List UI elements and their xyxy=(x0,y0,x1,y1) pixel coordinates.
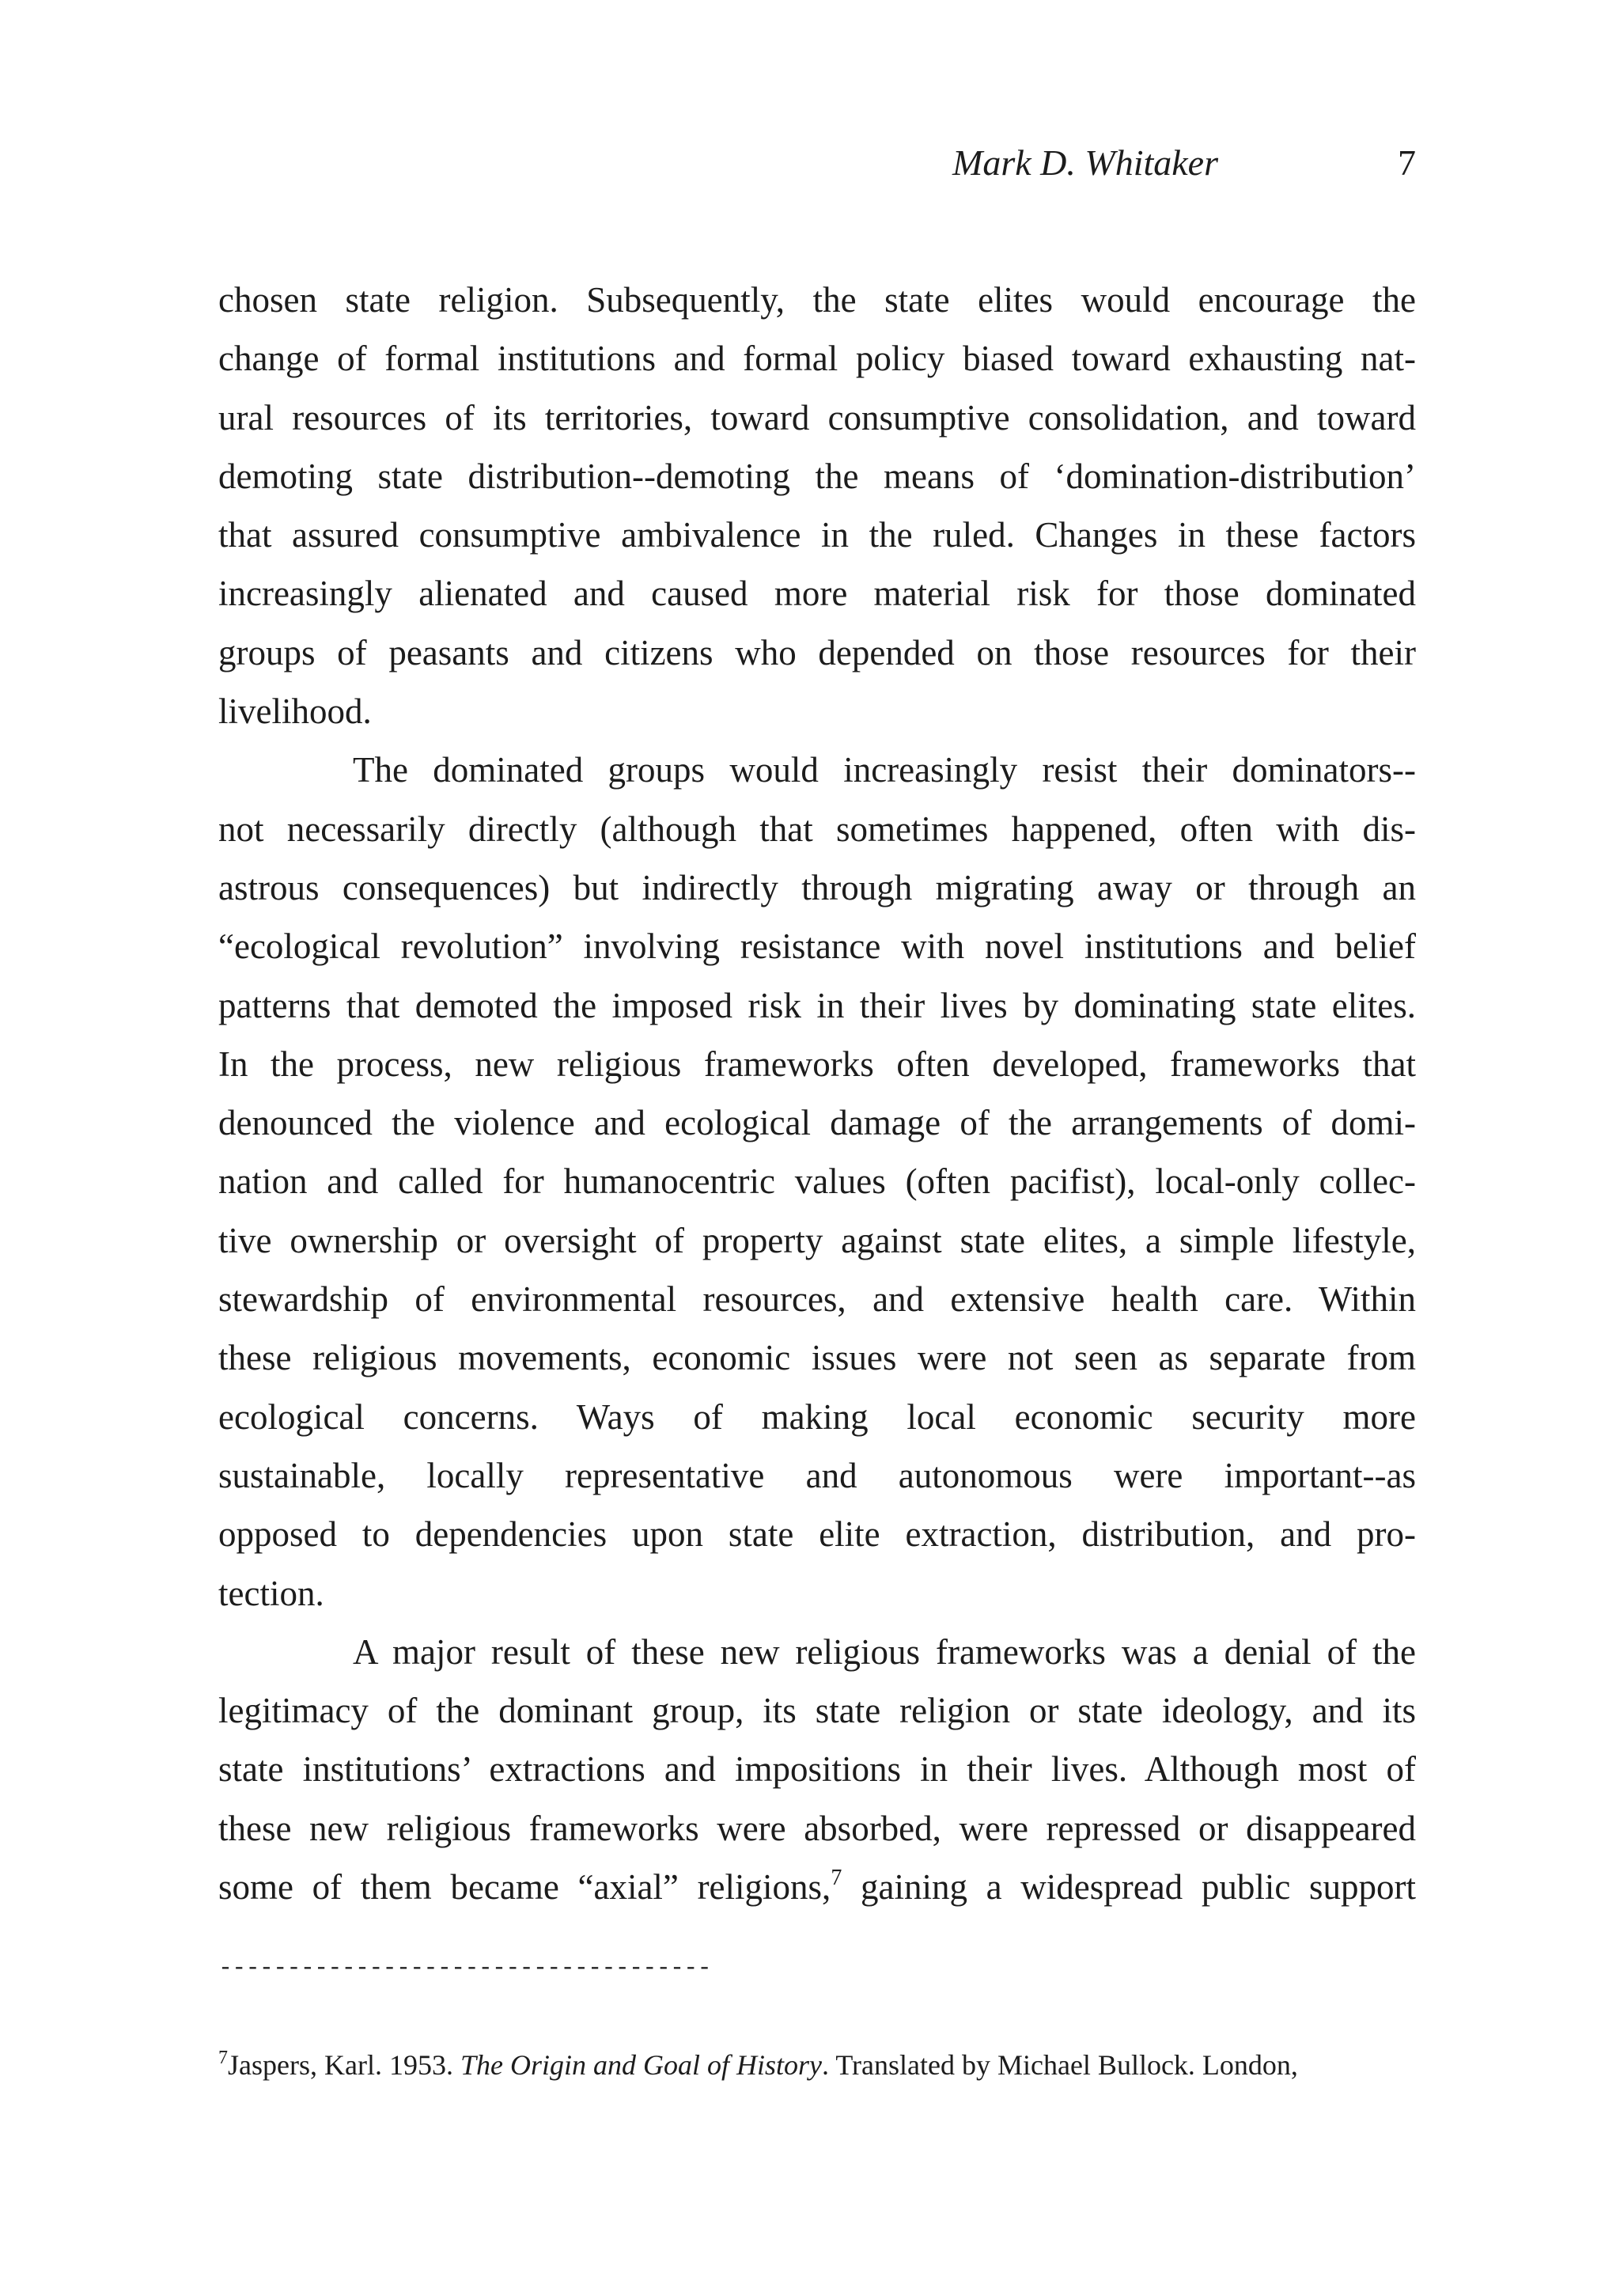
text-line: these new religious frameworks were absorbed, were repressed or disappeared xyxy=(218,1808,1416,1848)
text-line: legitimacy of the dominant group, its state religion or state ideology, and its xyxy=(218,1691,1416,1731)
text-line: change of formal institutions and formal policy biased toward exhausting nat- xyxy=(218,339,1416,379)
text-line: that assured consumptive ambivalence in the ruled. Changes in these factors xyxy=(218,515,1416,555)
text-line: chosen state religion. Subsequently, the state elites would encourage the xyxy=(218,280,1416,320)
text-line: ecological concerns. Ways of making local economic security more xyxy=(218,1396,1416,1437)
text-line: demoting state distribution--demoting the means of ‘domination-distribution’ xyxy=(218,456,1416,496)
text-line: increasingly alienated and caused more material risk for those dominated xyxy=(218,574,1416,614)
text-line: livelihood. xyxy=(218,691,372,732)
text-line: groups of peasants and citizens who depended on those resources for their xyxy=(218,632,1416,673)
text-line: denounced the violence and ecological damage of the arrangements of domi- xyxy=(218,1103,1416,1143)
text-fragment: some of them became “axial” religions, xyxy=(218,1867,831,1908)
text-line: The dominated groups would increasingly resist their dominators-- xyxy=(353,750,1416,790)
text-line: opposed to dependencies upon state elite extraction, distribution, and pro- xyxy=(218,1514,1416,1555)
footnote-book-title: The Origin and Goal of History xyxy=(460,2049,822,2081)
running-head-author: Mark D. Whitaker xyxy=(952,142,1218,183)
text-line: tection. xyxy=(218,1573,324,1613)
text-line: sustainable, locally representative and autonomous were important--as xyxy=(218,1455,1416,1495)
text-line: nation and called for humanocentric values (often pacifist), local-only collec- xyxy=(218,1161,1416,1202)
text-line: “ecological revolution” involving resistance with novel institutions and belief xyxy=(218,926,1416,967)
text-line: ural resources of its territories, toward consumptive consolidation, and toward xyxy=(218,397,1416,438)
text-line: patterns that demoted the imposed risk in their lives by dominating state elites. xyxy=(218,985,1416,1025)
footnote xyxy=(218,2044,1298,2086)
footnote-citation-lead: Jaspers, Karl. 1953. xyxy=(228,2049,460,2081)
text-line: not necessarily directly (although that sometimes happened, often with dis- xyxy=(218,809,1416,849)
text-line: In the process, new religious frameworks often developed, frameworks that xyxy=(218,1044,1416,1084)
footnote-citation-tail: . Translated by Michael Bullock. London, xyxy=(821,2049,1298,2081)
footnote-marker: 7 xyxy=(218,2048,228,2068)
text-line: A major result of these new religious frameworks was a denial of the xyxy=(353,1631,1416,1672)
text-line: stewardship of environmental resources, and extensive health care. Within xyxy=(218,1279,1416,1320)
page-number: 7 xyxy=(1398,142,1416,183)
text-line: astrous consequences) but indirectly through migrating away or through an xyxy=(218,867,1416,907)
body-text xyxy=(218,271,1416,1916)
footnote-separator: ------------------------------------ xyxy=(218,1955,711,1982)
text-line: state institutions’ extractions and impositions in their lives. Although most of xyxy=(218,1749,1416,1790)
text-line: these religious movements, economic issues were not seen as separate from xyxy=(218,1338,1416,1378)
text-fragment: gaining a widespread public support xyxy=(842,1867,1416,1908)
page-header xyxy=(218,139,1416,187)
text-line: tive ownership or oversight of property against state elites, a simple lifestyle, xyxy=(218,1220,1416,1260)
text-line-with-footnote-ref xyxy=(218,1858,1416,1916)
footnote-reference: 7 xyxy=(831,1866,842,1891)
